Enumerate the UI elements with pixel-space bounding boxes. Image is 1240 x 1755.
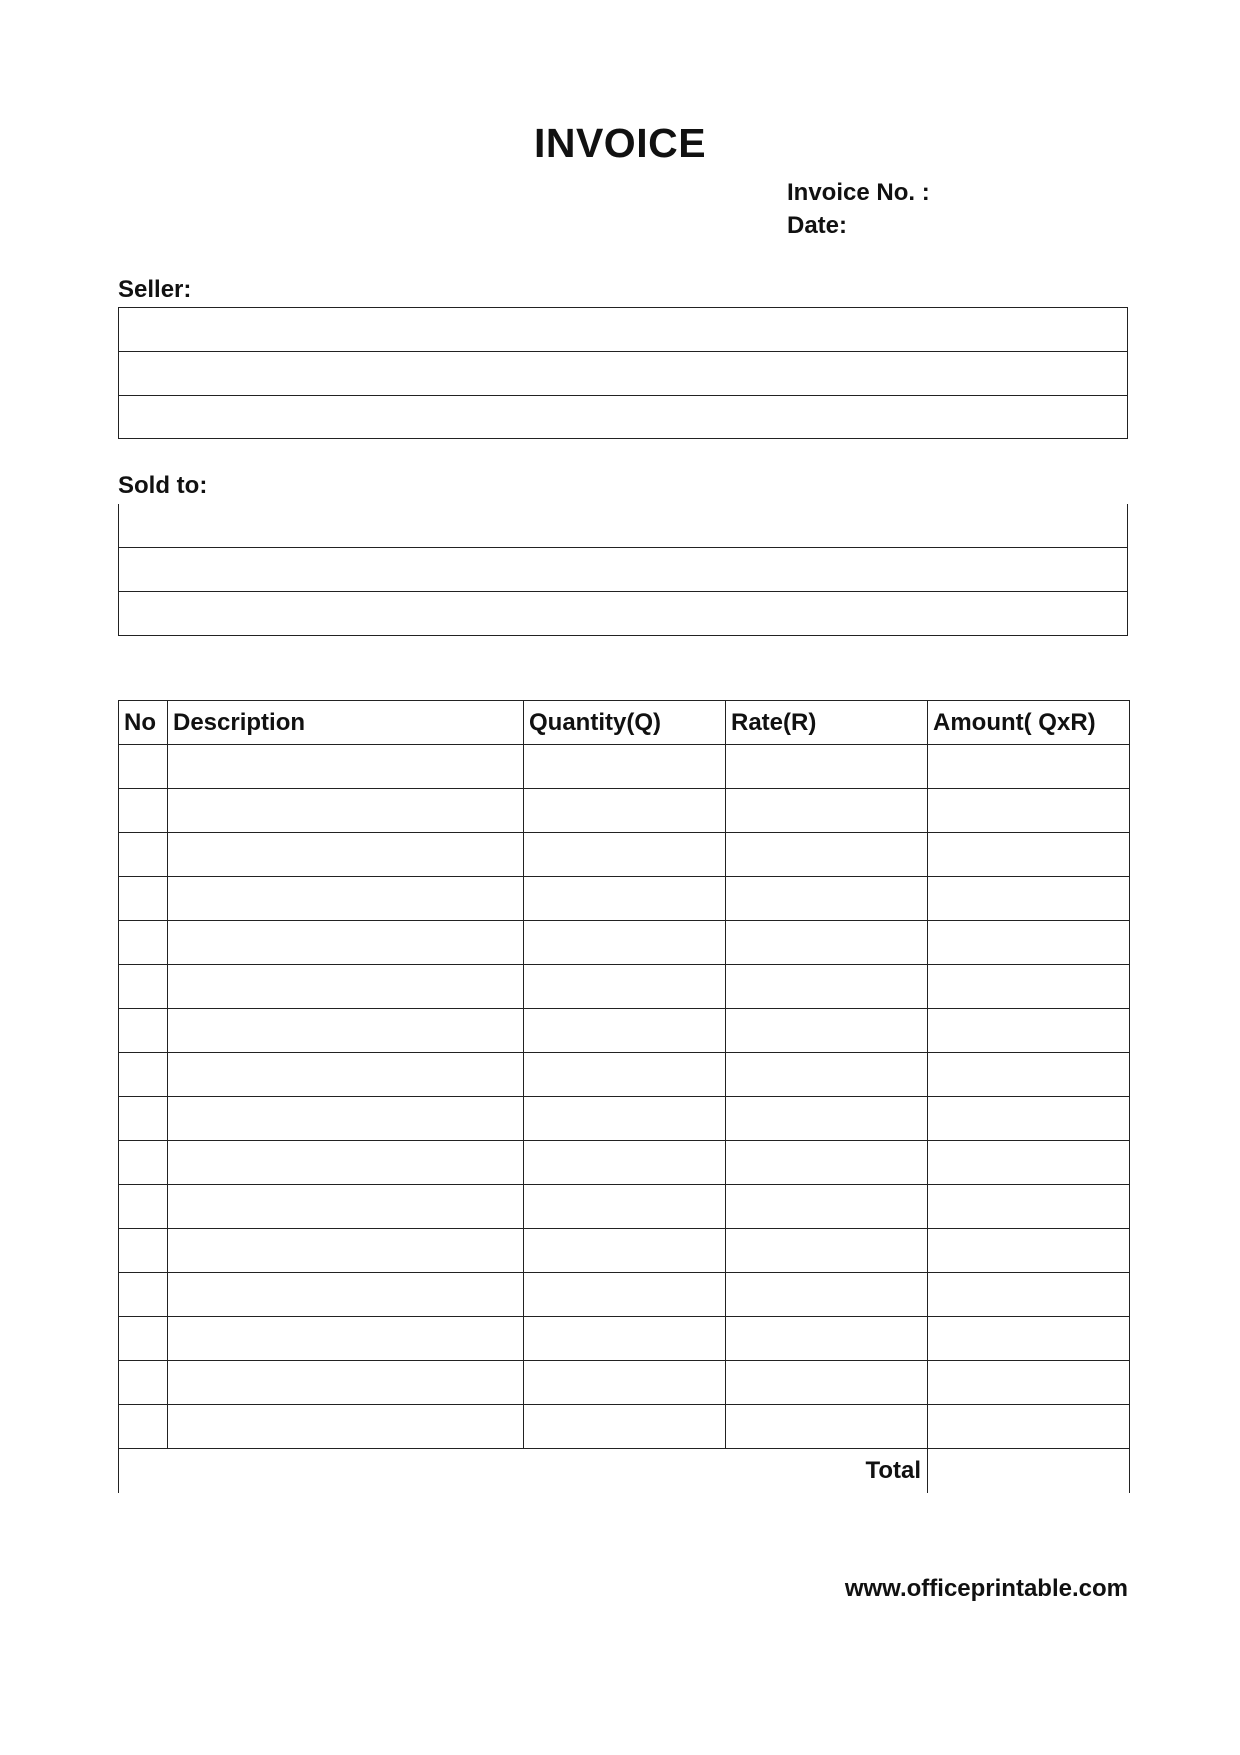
total-label: Total <box>119 1449 928 1493</box>
item-quantity-cell[interactable] <box>524 1053 726 1097</box>
sold-to-label: Sold to: <box>118 472 208 499</box>
item-quantity-cell[interactable] <box>524 833 726 877</box>
item-description-cell[interactable] <box>168 921 524 965</box>
item-quantity-cell[interactable] <box>524 789 726 833</box>
table-row <box>119 1273 1130 1317</box>
item-quantity-cell[interactable] <box>524 1097 726 1141</box>
header-rate: Rate(R) <box>726 701 928 745</box>
item-no-cell[interactable] <box>119 1273 168 1317</box>
header-no: No <box>119 701 168 745</box>
table-row <box>119 1053 1130 1097</box>
seller-box <box>118 307 1128 439</box>
item-description-cell[interactable] <box>168 1361 524 1405</box>
item-description-cell[interactable] <box>168 1097 524 1141</box>
item-no-cell[interactable] <box>119 833 168 877</box>
item-quantity-cell[interactable] <box>524 877 726 921</box>
table-row <box>119 745 1130 789</box>
items-table <box>118 700 1130 1493</box>
sold-to-line-1[interactable] <box>119 504 1127 548</box>
items-header-row <box>119 701 1130 745</box>
item-amount-cell[interactable] <box>928 1009 1130 1053</box>
item-no-cell[interactable] <box>119 1317 168 1361</box>
item-rate-cell[interactable] <box>726 745 928 789</box>
item-rate-cell[interactable] <box>726 965 928 1009</box>
item-amount-cell[interactable] <box>928 1405 1130 1449</box>
item-no-cell[interactable] <box>119 1009 168 1053</box>
item-quantity-cell[interactable] <box>524 1185 726 1229</box>
header-quantity: Quantity(Q) <box>524 701 726 745</box>
table-row <box>119 1141 1130 1185</box>
item-description-cell[interactable] <box>168 877 524 921</box>
item-rate-cell[interactable] <box>726 1185 928 1229</box>
item-rate-cell[interactable] <box>726 1317 928 1361</box>
table-row <box>119 877 1130 921</box>
item-description-cell[interactable] <box>168 1405 524 1449</box>
item-description-cell[interactable] <box>168 1009 524 1053</box>
item-no-cell[interactable] <box>119 921 168 965</box>
total-row <box>119 1449 1130 1493</box>
seller-line-1[interactable] <box>119 308 1127 352</box>
item-rate-cell[interactable] <box>726 1405 928 1449</box>
item-amount-cell[interactable] <box>928 921 1130 965</box>
item-rate-cell[interactable] <box>726 1009 928 1053</box>
item-rate-cell[interactable] <box>726 1229 928 1273</box>
table-row <box>119 921 1130 965</box>
item-description-cell[interactable] <box>168 1141 524 1185</box>
item-quantity-cell[interactable] <box>524 1273 726 1317</box>
item-description-cell[interactable] <box>168 833 524 877</box>
item-rate-cell[interactable] <box>726 1361 928 1405</box>
item-description-cell[interactable] <box>168 965 524 1009</box>
item-quantity-cell[interactable] <box>524 1361 726 1405</box>
item-no-cell[interactable] <box>119 789 168 833</box>
item-rate-cell[interactable] <box>726 789 928 833</box>
table-row <box>119 833 1130 877</box>
item-description-cell[interactable] <box>168 1229 524 1273</box>
item-amount-cell[interactable] <box>928 1097 1130 1141</box>
table-row <box>119 1361 1130 1405</box>
item-no-cell[interactable] <box>119 1361 168 1405</box>
item-rate-cell[interactable] <box>726 921 928 965</box>
item-description-cell[interactable] <box>168 1317 524 1361</box>
total-value[interactable] <box>928 1449 1130 1493</box>
invoice-meta <box>787 176 930 242</box>
item-quantity-cell[interactable] <box>524 921 726 965</box>
item-amount-cell[interactable] <box>928 965 1130 1009</box>
item-amount-cell[interactable] <box>928 1053 1130 1097</box>
table-row <box>119 1405 1130 1449</box>
item-no-cell[interactable] <box>119 1097 168 1141</box>
seller-label: Seller: <box>118 276 192 303</box>
table-row <box>119 1009 1130 1053</box>
item-quantity-cell[interactable] <box>524 1229 726 1273</box>
item-amount-cell[interactable] <box>928 1185 1130 1229</box>
sold-to-box <box>118 504 1128 636</box>
item-amount-cell[interactable] <box>928 1273 1130 1317</box>
item-rate-cell[interactable] <box>726 833 928 877</box>
website-footer: www.officeprintable.com <box>844 1575 1128 1602</box>
item-description-cell[interactable] <box>168 1273 524 1317</box>
item-rate-cell[interactable] <box>726 1053 928 1097</box>
item-no-cell[interactable] <box>119 1185 168 1229</box>
item-rate-cell[interactable] <box>726 1141 928 1185</box>
item-quantity-cell[interactable] <box>524 1141 726 1185</box>
item-amount-cell[interactable] <box>928 1229 1130 1273</box>
sold-to-line-3[interactable] <box>119 592 1127 636</box>
header-description: Description <box>168 701 524 745</box>
item-amount-cell[interactable] <box>928 745 1130 789</box>
table-row <box>119 1185 1130 1229</box>
seller-line-3[interactable] <box>119 396 1127 440</box>
item-description-cell[interactable] <box>168 745 524 789</box>
invoice-date-label: Date: <box>787 212 848 239</box>
item-description-cell[interactable] <box>168 1185 524 1229</box>
item-no-cell[interactable] <box>119 745 168 789</box>
table-row <box>119 1317 1130 1361</box>
item-rate-cell[interactable] <box>726 1273 928 1317</box>
item-quantity-cell[interactable] <box>524 1317 726 1361</box>
item-amount-cell[interactable] <box>928 877 1130 921</box>
seller-line-2[interactable] <box>119 352 1127 396</box>
item-amount-cell[interactable] <box>928 833 1130 877</box>
item-no-cell[interactable] <box>119 1053 168 1097</box>
item-no-cell[interactable] <box>119 1405 168 1449</box>
item-amount-cell[interactable] <box>928 1141 1130 1185</box>
item-quantity-cell[interactable] <box>524 1405 726 1449</box>
item-amount-cell[interactable] <box>928 1317 1130 1361</box>
item-description-cell[interactable] <box>168 789 524 833</box>
item-quantity-cell[interactable] <box>524 1009 726 1053</box>
item-no-cell[interactable] <box>119 877 168 921</box>
item-no-cell[interactable] <box>119 965 168 1009</box>
invoice-title: INVOICE <box>533 120 707 166</box>
table-row <box>119 1229 1130 1273</box>
table-row <box>119 1097 1130 1141</box>
item-amount-cell[interactable] <box>928 789 1130 833</box>
item-amount-cell[interactable] <box>928 1361 1130 1405</box>
item-no-cell[interactable] <box>119 1229 168 1273</box>
item-rate-cell[interactable] <box>726 1097 928 1141</box>
items-body <box>119 745 1130 1449</box>
item-rate-cell[interactable] <box>726 877 928 921</box>
item-no-cell[interactable] <box>119 1141 168 1185</box>
item-description-cell[interactable] <box>168 1053 524 1097</box>
table-row <box>119 965 1130 1009</box>
header-amount: Amount( QxR) <box>928 701 1130 745</box>
table-row <box>119 789 1130 833</box>
item-quantity-cell[interactable] <box>524 745 726 789</box>
sold-to-line-2[interactable] <box>119 548 1127 592</box>
item-quantity-cell[interactable] <box>524 965 726 1009</box>
invoice-number-label: Invoice No. : <box>787 179 930 206</box>
